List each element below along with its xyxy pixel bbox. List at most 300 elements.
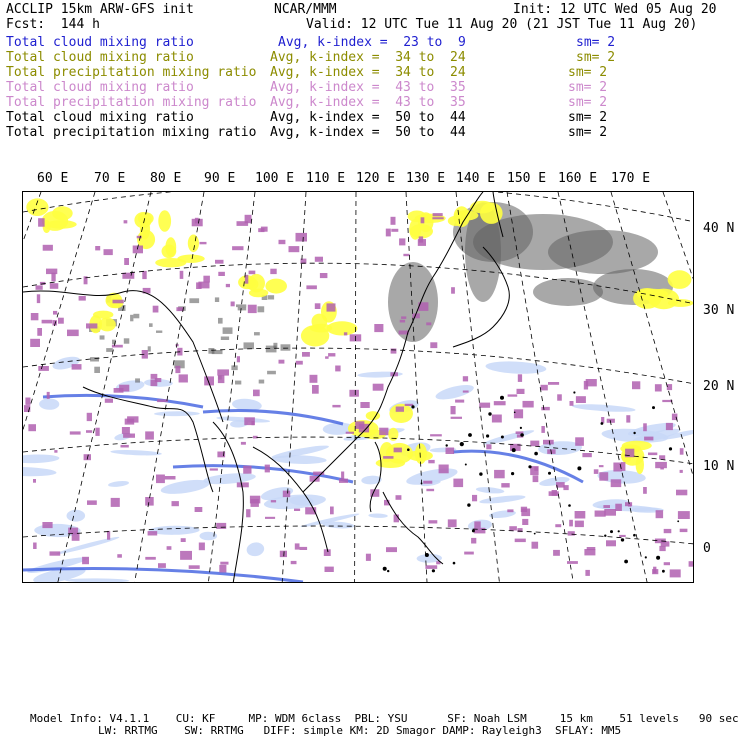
legend-avg: Avg, k-index = 50 to 44 xyxy=(270,125,466,140)
high-cloud-cell xyxy=(315,257,323,262)
upper-cloud-patch xyxy=(548,230,658,274)
upper-cloud-cell xyxy=(215,297,219,302)
latitude-label: 30 N xyxy=(703,303,735,318)
high-cloud-cell xyxy=(400,320,405,323)
high-cloud-cell xyxy=(107,531,110,540)
model-info-line2: LW: RRTMG SW: RRTMG DIFF: simple KM: 2D Smagor DAMP: Rayleigh3 SFLAY: MM5 xyxy=(98,724,622,737)
high-cloud-cell xyxy=(599,465,604,467)
high-cloud-cell xyxy=(332,405,340,408)
high-cloud-cell xyxy=(270,269,276,274)
longitude-grid-line xyxy=(355,192,356,583)
mid-cloud-patch xyxy=(265,279,287,294)
high-cloud-cell xyxy=(179,374,188,382)
high-cloud-cell xyxy=(472,495,477,501)
longitude-grid-line xyxy=(208,192,255,583)
high-cloud-cell xyxy=(401,316,406,319)
legend-avg: Avg, k-index = 43 to 35 xyxy=(270,80,466,95)
upper-cloud-cell xyxy=(258,306,265,312)
high-cloud-cell xyxy=(215,260,224,264)
legend-avg: Avg, k-index = 34 to 24 xyxy=(270,65,466,80)
longitude-label: 70 E xyxy=(94,171,126,186)
legend-sm: sm= 2 xyxy=(568,125,608,140)
upper-cloud-cell xyxy=(268,295,274,299)
island xyxy=(472,529,475,532)
island xyxy=(534,533,536,535)
high-cloud-cell xyxy=(145,497,154,506)
high-cloud-cell xyxy=(664,529,672,533)
island xyxy=(514,412,516,414)
mid-cloud-patch xyxy=(388,428,398,441)
high-cloud-cell xyxy=(328,353,335,356)
high-cloud-cell xyxy=(189,565,200,569)
high-cloud-cell xyxy=(648,453,657,456)
legend-sm: sm= 2 xyxy=(568,95,608,110)
org-label: NCAR/MMM xyxy=(274,2,337,17)
low-cloud-patch xyxy=(108,480,129,488)
high-cloud-cell xyxy=(167,546,172,550)
high-cloud-cell xyxy=(38,218,45,227)
high-cloud-cell xyxy=(670,569,681,577)
island xyxy=(520,427,522,429)
low-cloud-patch xyxy=(322,521,355,530)
high-cloud-cell xyxy=(494,401,506,405)
high-cloud-cell xyxy=(124,258,129,265)
high-cloud-cell xyxy=(680,470,683,473)
mid-cloud-patch xyxy=(249,289,268,298)
upper-cloud-cell xyxy=(100,335,105,339)
legend-avg: Avg, k-index = 34 to 24 xyxy=(270,50,466,65)
high-cloud-cell xyxy=(246,509,250,517)
high-cloud-cell xyxy=(341,472,344,480)
high-cloud-cell xyxy=(643,423,647,431)
high-cloud-cell xyxy=(33,479,36,483)
high-cloud-cell xyxy=(112,345,123,348)
init-time: Init: 12 UTC Wed 05 Aug 20 xyxy=(513,2,717,17)
high-cloud-cell xyxy=(117,554,122,558)
low-cloud-patch xyxy=(483,428,535,447)
high-cloud-cell xyxy=(433,213,443,216)
high-cloud-cell xyxy=(515,539,526,543)
high-cloud-cell xyxy=(391,349,397,354)
upper-cloud-cell xyxy=(238,307,247,310)
high-cloud-cell xyxy=(218,272,225,276)
upper-cloud-cell xyxy=(133,314,139,319)
high-cloud-cell xyxy=(405,404,414,406)
high-cloud-cell xyxy=(594,469,599,474)
upper-cloud-cell xyxy=(259,380,265,384)
legend-field: Total cloud mixing ratio xyxy=(6,50,194,65)
high-cloud-cell xyxy=(153,306,159,313)
high-cloud-cell xyxy=(253,390,260,397)
high-cloud-cell xyxy=(33,543,37,550)
high-cloud-cell xyxy=(217,369,229,375)
high-cloud-cell xyxy=(279,240,286,244)
high-cloud-cell xyxy=(423,481,432,484)
high-cloud-cell xyxy=(374,324,383,332)
high-cloud-cell xyxy=(619,535,626,537)
high-cloud-cell xyxy=(302,352,310,357)
island xyxy=(511,472,514,475)
model-title: ACCLIP 15km ARW-GFS init xyxy=(6,2,194,17)
high-cloud-cell xyxy=(180,551,192,560)
low-cloud-patch xyxy=(23,454,60,464)
high-cloud-cell xyxy=(203,276,210,283)
high-cloud-cell xyxy=(451,287,455,294)
legend-sm: sm= 2 xyxy=(568,110,608,125)
high-cloud-cell xyxy=(394,448,402,453)
island xyxy=(534,452,538,456)
low-cloud-band xyxy=(43,395,203,407)
high-cloud-cell xyxy=(86,430,92,433)
legend-sm: sm= 2 xyxy=(576,50,616,65)
high-cloud-cell xyxy=(219,565,226,573)
high-cloud-cell xyxy=(320,273,328,278)
high-cloud-cell xyxy=(567,561,578,564)
high-cloud-cell xyxy=(403,254,409,256)
island xyxy=(621,538,624,541)
high-cloud-cell xyxy=(391,229,398,232)
mid-cloud-patch xyxy=(93,311,113,319)
high-cloud-cell xyxy=(448,519,457,527)
longitude-label: 160 E xyxy=(558,171,598,186)
upper-cloud-cell xyxy=(106,348,113,352)
mid-cloud-patch xyxy=(376,458,405,468)
mid-cloud-patch xyxy=(415,443,427,464)
high-cloud-cell xyxy=(492,415,502,423)
island xyxy=(512,448,516,452)
island xyxy=(601,422,604,425)
island xyxy=(460,442,464,446)
island xyxy=(568,504,571,507)
low-cloud-band xyxy=(173,466,353,482)
high-cloud-cell xyxy=(237,221,249,226)
high-cloud-cell xyxy=(148,531,158,535)
high-cloud-cell xyxy=(391,217,396,225)
high-cloud-cell xyxy=(518,374,522,382)
upper-cloud-cell xyxy=(90,357,99,361)
high-cloud-cell xyxy=(664,562,670,565)
high-cloud-cell xyxy=(432,217,443,219)
high-cloud-cell xyxy=(667,384,672,390)
island xyxy=(656,556,660,560)
high-cloud-cell xyxy=(464,552,474,555)
high-cloud-cell xyxy=(315,303,321,309)
longitude-label: 170 E xyxy=(611,171,651,186)
latitude-grid-line xyxy=(23,192,694,222)
legend-sm: sm= 2 xyxy=(568,65,608,80)
low-cloud-patch xyxy=(246,541,266,557)
island xyxy=(479,472,482,475)
high-cloud-cell xyxy=(53,311,57,315)
high-cloud-cell xyxy=(676,490,687,496)
longitude-label: 90 E xyxy=(204,171,236,186)
high-cloud-cell xyxy=(396,495,402,500)
low-cloud-patch xyxy=(154,411,200,416)
high-cloud-cell xyxy=(446,448,455,455)
high-cloud-cell xyxy=(198,282,209,289)
island xyxy=(486,434,489,437)
high-cloud-cell xyxy=(661,541,670,546)
high-cloud-cell xyxy=(265,517,275,519)
island xyxy=(468,433,472,437)
high-cloud-cell xyxy=(656,510,664,518)
high-cloud-cell xyxy=(349,390,359,397)
high-cloud-cell xyxy=(418,239,426,246)
high-cloud-cell xyxy=(386,547,397,552)
high-cloud-cell xyxy=(30,339,40,347)
high-cloud-cell xyxy=(346,432,354,434)
high-cloud-cell xyxy=(310,375,318,383)
high-cloud-cell xyxy=(325,567,334,572)
high-cloud-cell xyxy=(521,509,530,517)
high-cloud-cell xyxy=(463,391,469,393)
island xyxy=(662,570,665,573)
mid-cloud-patch xyxy=(177,255,204,263)
high-cloud-cell xyxy=(373,384,384,391)
legend-field: Total precipitation mixing ratio xyxy=(6,125,257,140)
high-cloud-cell xyxy=(237,356,240,362)
coastline xyxy=(383,492,443,564)
island xyxy=(520,433,524,437)
island xyxy=(432,569,435,572)
low-cloud-patch xyxy=(23,466,57,477)
high-cloud-cell xyxy=(121,445,129,448)
low-cloud-patch xyxy=(110,449,162,456)
high-cloud-cell xyxy=(54,450,57,453)
high-cloud-cell xyxy=(344,332,347,335)
high-cloud-cell xyxy=(471,538,476,544)
high-cloud-cell xyxy=(379,428,388,435)
longitude-label: 60 E xyxy=(37,171,69,186)
longitude-label: 80 E xyxy=(150,171,182,186)
island xyxy=(411,405,414,408)
upper-cloud-cell xyxy=(218,318,223,324)
high-cloud-cell xyxy=(522,519,528,525)
latitude-label: 40 N xyxy=(703,221,735,236)
high-cloud-cell xyxy=(122,427,130,434)
high-cloud-cell xyxy=(549,491,559,496)
upper-cloud-cell xyxy=(94,367,100,373)
high-cloud-cell xyxy=(501,483,509,487)
high-cloud-cell xyxy=(523,401,534,408)
high-cloud-cell xyxy=(180,271,184,279)
high-cloud-cell xyxy=(216,523,226,529)
longitude-grid-line xyxy=(406,192,427,583)
high-cloud-cell xyxy=(508,394,518,396)
island xyxy=(645,556,647,558)
upper-cloud-cell xyxy=(156,331,162,333)
high-cloud-cell xyxy=(570,401,574,406)
low-cloud-patch xyxy=(160,477,211,496)
upper-cloud-cell xyxy=(267,371,276,375)
high-cloud-cell xyxy=(253,436,258,439)
high-cloud-cell xyxy=(421,217,425,223)
island xyxy=(618,530,620,532)
high-cloud-cell xyxy=(289,246,300,252)
low-cloud-patch xyxy=(434,382,475,402)
high-cloud-cell xyxy=(606,540,616,546)
high-cloud-cell xyxy=(584,381,588,390)
island xyxy=(548,472,551,475)
island xyxy=(610,530,613,533)
upper-cloud-patch xyxy=(533,278,603,306)
high-cloud-cell xyxy=(50,551,61,555)
high-cloud-cell xyxy=(541,385,548,391)
high-cloud-cell xyxy=(628,504,631,507)
high-cloud-cell xyxy=(555,524,561,527)
latitude-label: 0 xyxy=(703,541,711,556)
high-cloud-cell xyxy=(453,479,463,488)
high-cloud-cell xyxy=(428,460,434,463)
high-cloud-cell xyxy=(67,330,79,337)
high-cloud-cell xyxy=(249,271,256,275)
high-cloud-cell xyxy=(104,249,113,255)
longitude-label: 130 E xyxy=(406,171,446,186)
high-cloud-cell xyxy=(300,547,308,550)
high-cloud-cell xyxy=(123,434,135,438)
upper-cloud-cell xyxy=(135,378,140,382)
high-cloud-cell xyxy=(86,323,97,328)
high-cloud-cell xyxy=(451,417,462,419)
high-cloud-cell xyxy=(514,409,523,418)
high-cloud-cell xyxy=(42,320,53,324)
latitude-grid-line xyxy=(23,348,694,384)
high-cloud-cell xyxy=(557,394,562,400)
high-cloud-cell xyxy=(199,543,205,551)
island xyxy=(500,396,504,400)
island xyxy=(528,465,531,468)
high-cloud-cell xyxy=(72,364,82,370)
high-cloud-cell xyxy=(626,415,630,422)
upper-cloud-cell xyxy=(235,381,241,385)
high-cloud-cell xyxy=(611,479,622,487)
upper-cloud-cell xyxy=(130,315,133,322)
mid-cloud-patch xyxy=(158,210,171,232)
high-cloud-cell xyxy=(582,453,591,457)
high-cloud-cell xyxy=(296,233,308,242)
high-cloud-cell xyxy=(279,360,285,364)
high-cloud-cell xyxy=(517,389,525,394)
high-cloud-cell xyxy=(37,294,40,303)
island xyxy=(573,391,575,393)
island xyxy=(446,444,448,446)
high-cloud-cell xyxy=(425,565,437,569)
island xyxy=(467,503,470,506)
longitude-label: 100 E xyxy=(255,171,295,186)
high-cloud-cell xyxy=(195,218,199,224)
low-cloud-patch xyxy=(56,535,120,556)
high-cloud-cell xyxy=(142,271,146,279)
high-cloud-cell xyxy=(261,227,268,232)
high-cloud-cell xyxy=(327,303,336,311)
high-cloud-cell xyxy=(306,285,317,289)
high-cloud-cell xyxy=(585,570,590,576)
latitude-grid-line xyxy=(23,526,694,544)
high-cloud-cell xyxy=(643,487,647,494)
high-cloud-cell xyxy=(105,399,113,403)
low-cloud-patch xyxy=(476,486,505,494)
high-cloud-cell xyxy=(474,521,480,528)
high-cloud-cell xyxy=(237,482,249,487)
high-cloud-cell xyxy=(244,417,255,425)
mid-cloud-patch xyxy=(162,245,177,259)
map-canvas xyxy=(23,192,694,583)
island xyxy=(669,447,672,450)
legend-sm: sm= 2 xyxy=(568,80,608,95)
high-cloud-cell xyxy=(575,521,584,528)
high-cloud-cell xyxy=(576,396,586,403)
high-cloud-cell xyxy=(43,245,53,251)
high-cloud-cell xyxy=(294,509,300,511)
high-cloud-cell xyxy=(680,448,684,455)
island xyxy=(604,535,606,537)
high-cloud-cell xyxy=(42,522,52,528)
high-cloud-cell xyxy=(111,498,120,507)
upper-cloud-cell xyxy=(223,327,233,334)
longitude-label: 110 E xyxy=(306,171,346,186)
high-cloud-cell xyxy=(232,246,243,250)
high-cloud-cell xyxy=(38,366,49,371)
high-cloud-cell xyxy=(195,507,203,512)
legend-sm: sm= 2 xyxy=(576,35,616,50)
high-cloud-cell xyxy=(70,431,81,434)
high-cloud-cell xyxy=(312,385,319,394)
low-cloud-patch xyxy=(66,510,85,522)
high-cloud-cell xyxy=(47,392,50,399)
high-cloud-cell xyxy=(271,500,276,502)
high-cloud-cell xyxy=(386,229,391,237)
island xyxy=(383,567,387,571)
high-cloud-cell xyxy=(604,509,616,516)
upper-cloud-patch xyxy=(388,262,438,342)
high-cloud-cell xyxy=(124,220,128,223)
high-cloud-cell xyxy=(241,442,246,445)
island xyxy=(624,560,628,564)
high-cloud-cell xyxy=(439,465,449,474)
high-cloud-cell xyxy=(226,284,230,287)
high-cloud-cell xyxy=(474,528,486,534)
low-cloud-patch xyxy=(65,578,129,583)
mid-cloud-patch xyxy=(312,314,328,330)
high-cloud-cell xyxy=(575,437,584,446)
high-cloud-cell xyxy=(689,561,694,567)
high-cloud-cell xyxy=(615,504,622,511)
map-panel xyxy=(22,191,694,583)
high-cloud-cell xyxy=(181,538,186,542)
island xyxy=(488,412,491,415)
longitude-label: 120 E xyxy=(356,171,396,186)
high-cloud-cell xyxy=(25,398,30,405)
high-cloud-cell xyxy=(632,381,640,389)
high-cloud-cell xyxy=(533,475,539,482)
high-cloud-cell xyxy=(429,520,438,523)
island xyxy=(387,570,389,572)
island xyxy=(425,553,429,557)
latitude-label: 10 N xyxy=(703,459,735,474)
high-cloud-cell xyxy=(87,413,92,421)
upper-cloud-cell xyxy=(254,332,260,335)
island xyxy=(633,432,635,434)
high-cloud-cell xyxy=(603,505,610,508)
high-cloud-cell xyxy=(463,376,468,381)
high-cloud-cell xyxy=(543,440,554,445)
island xyxy=(633,534,636,537)
mid-cloud-patch xyxy=(42,211,68,231)
high-cloud-cell xyxy=(113,300,124,304)
high-cloud-cell xyxy=(548,382,559,385)
high-cloud-cell xyxy=(145,557,156,560)
high-cloud-cell xyxy=(455,400,464,403)
